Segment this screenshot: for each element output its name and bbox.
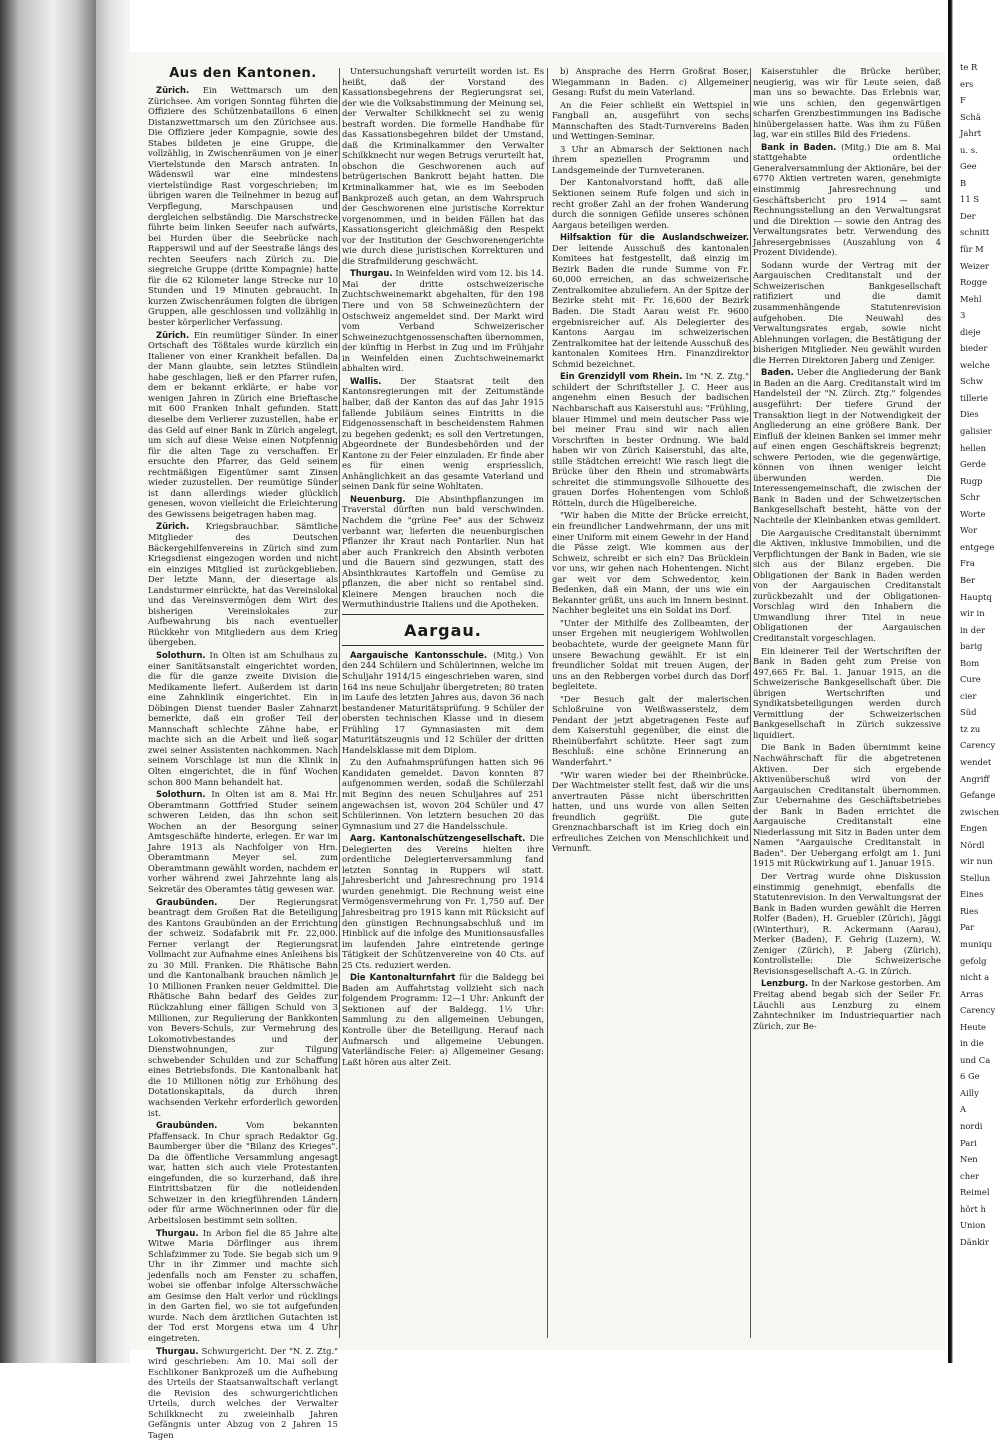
article-paragraph [552, 100, 749, 142]
fragment-line: A [960, 1104, 967, 1115]
fragment-line: wir in [960, 608, 985, 619]
fragment-line: cier [960, 690, 977, 701]
fragment-line: Gee [960, 161, 977, 172]
article-text: In Olten ist am 8. Mai Hr. Oberamtmann Gottfried Studer seinem schweren Leiden, das ihn schon seit Wochen an der Besorgung seiner Amtsgeschäfte hinderte, erlegen. Er war im Jahre 1913 als Nachfolger von Hrn. Oberamtmann Meyer sel. zum Oberamtmann gewählt worden, nachdem er vorher während zwei Jahrzehnte lang als Sekretär des Oberamtes tätig gewesen war. [148, 789, 338, 895]
article-keyword: Aargauische Kantonsschule. [350, 649, 488, 660]
fragment-line: tillerie [960, 392, 988, 403]
book-binding [0, 0, 96, 1363]
fragment-line: 11 S [960, 194, 980, 205]
article-keyword: Solothurn. [156, 789, 206, 800]
fragment-line: cher [960, 1170, 980, 1181]
column-3 [552, 66, 749, 1344]
fragment-line: F [960, 95, 966, 106]
page-gutter-shadow [96, 0, 130, 1363]
fragment-line: Schr [960, 492, 980, 503]
fragment-line: Fra [960, 558, 975, 569]
fragment-line: schnitt [960, 227, 990, 238]
article-paragraph [342, 494, 544, 610]
column-1 [148, 66, 338, 1440]
article-paragraph [552, 66, 749, 98]
fragment-line: Union [960, 1220, 986, 1231]
fragment-line: Carency [960, 1005, 996, 1016]
article-paragraph [552, 770, 749, 854]
article-keyword: Zürich. [156, 329, 190, 340]
article-paragraph [148, 330, 338, 520]
article-text: In Weinfelden wird vom 12. bis 14. Mai der dritte ostschweizerische Zuchtschweinemarkt abgehalten, für den 198 Tiere und von 58 Schweinezüchtern der Ostschweiz angemeldet sind. Der Markt wird vom Verband Schweizerischer Schweinezuchtgenossenschaften übernommen, der künftig in Herbst in Zug und im Frühjahr in Weinfelden einen Zuchtschweinemarkt abhalten wird. [342, 268, 544, 374]
article-text: (Mitg.) Von den 244 Schülern und Schülerinnen, welche im Schuljahr 1914/15 eingeschrieben waren, sind 164 ins neue Schuljahr übergetreten; 80 traten im Laufe des letzten Jahres aus, davon 36 nach bestandener Maturitätsprüfung. 9 Schüler der obersten technischen Klasse und in diesem Frühling 17 Gymnasiasten mit dem Maturitätszeugnis und 12 Schüler der dritten Handelsklasse mit dem Diplom. [342, 649, 544, 755]
article-text: Die Delegierten des Vereins hielten ihre ordentliche Delegiertenversammlung fand letzten Sonntag in Ruppers wil statt. Jahresbericht und Jahresrechnung pro 1914 wurden genehmigt. Die Rechnung weist eine Vermögensvermehrung von Fr. 1,750 auf. Der Jahresbeitrag pro 1915 kann mit Rücksicht auf den günstigen Rechnungsabschluß und im Hinblick auf die infolge des Munitionsausfalles im laufenden Jahre eintretende geringe Tätigkeit der Schützenvereine von 40 Cts. auf 25 Cts. reduziert werden. [342, 833, 544, 970]
article-text: "Wir waren wieder bei der Rheinbrücke. Der Wachtmeister stellt fest, daß wir die uns anvertrauten Pässe nicht überschritten hatten, und uns wurde von allen Seiten freundlich gegrüßt. Die gute Grenznachbarschaft ist im Krieg doch ein erfreuliches Zeichen von Menschlichkeit und Vernunft. [552, 769, 749, 854]
newspaper-page [130, 52, 945, 1440]
fragment-line: u. s. [960, 144, 978, 155]
article-paragraph [342, 972, 544, 1067]
fragment-line: gefolg [960, 955, 987, 966]
fragment-line: Stellun [960, 872, 991, 883]
article-keyword: Baden. [761, 367, 794, 378]
article-paragraph [753, 978, 941, 1031]
fragment-line: welche [960, 359, 990, 370]
column-rule [547, 68, 548, 1338]
article-text: Sodann wurde der Vertrag mit der Aargauischen Creditanstalt und der Schweizerischen Bankgesellschaft ratifiziert und die damit zusammenhängende Statutenrevision aufgehoben. Die Neuwahl des Verwaltungsrates ergab, sowie nicht Ablehnungen vorlagen, die Bestätigung der bisherigen Mitglieder. Neu gewählt wurden die Herren Direktoren Jaberg und Zeniger. [753, 259, 941, 365]
fragment-line: Nen [960, 1154, 978, 1165]
fragment-line: in die [960, 1038, 984, 1049]
fragment-line: nicht a [960, 972, 990, 983]
column-4 [753, 66, 941, 1344]
article-paragraph [753, 142, 941, 258]
article-paragraph [148, 1120, 338, 1225]
fragment-line: Carency [960, 740, 996, 751]
article-text: An die Feier schließt ein Wettspiel in Fangball an, ausgeführt von sechs Mannschaften des Stadt-Turnvereins Baden und Wettingen-Seminar. [552, 99, 749, 142]
article-paragraph [148, 521, 338, 648]
article-paragraph [753, 66, 941, 140]
article-keyword: Lenzburg. [761, 978, 809, 989]
fragment-line: Angriff [960, 773, 990, 784]
article-paragraph [148, 789, 338, 894]
article-paragraph [342, 650, 544, 755]
article-paragraph [148, 1228, 338, 1344]
fragment-line: Jahrt [960, 128, 982, 139]
article-text: Der leitende Ausschuß des kantonalen Komitees hat festgestellt, daß einzig im Bezirk Baden die runde Summe von Fr. 60,000 erreichen, an das schweizerische Zentralkomitee abzuliefern. An der Spitze der Bezirke steht mit Fr. 16,600 der Bezirk Baden. Die Stadt Aarau weist Fr. 9600 ergebnisreicher auf. Als Delegierter des Kantons Aargau im schweizerischen Zentralkomitee hat der leitende Ausschuß des kantonalen Komitees Hrn. Finanzdirektor Schmid bezeichnet. [552, 242, 749, 369]
fragment-line: hellen [960, 442, 987, 453]
article-text: Im "N. Z. Ztg." schildert der Schriftsteller J. C. Heer aus angenehm einen Besuch der badischen Nachbarschaft aus Kaiserstuhl aus: "Frühling, blauer Himmel und mein deutscher Pass wie bei meiner Frau sind wir nach allen Vorschriften in bester Ordnung. Wie bald haben wir von Zürich Kaiserstuhl, das alte, stille Städtchen erreicht! Wie rasch liegt die Brücke über den Rhein und stromabwärts schreitet die stimmungsvolle Silhouette des grauen Dorfes Hohentengen vom Schloß Rötteln, durch die Hügelbereiche. [552, 371, 749, 508]
article-text: Die Aargauische Creditanstalt übernimmt die Aktiven, inklusive Immobilien, und die Verpflichtungen der Bank in Baden, wie sie sich aus der Bilanz ergeben. Die Obligationen der Bank in Baden werden von der Aargauischen Creditanstalt zurückbezahlt und der Obligationen-Vorschlag wird den Inhabern die Umwandlung ihrer Titel in neue Obligationen der Aargauischen Creditanstalt vorgeschlagen. [753, 527, 941, 643]
fragment-line: wendet [960, 756, 992, 767]
article-keyword: Thurgau. [156, 1227, 199, 1238]
article-paragraph [552, 177, 749, 230]
article-paragraph [148, 897, 338, 1118]
article-keyword: Die Kantonalturnfahrt [350, 972, 456, 983]
article-text: "Unter der Mithilfe des Zollbeamten, der unser Ergehen mit neugierigem Wohlwollen beobachtete, wurde der geeignete Mann für unsere Bewachung gewählt. Er ist ein freundlicher Soldat mit treuen Augen, der uns an den Rebbergen vorbei durch das Dorf begleitete. [552, 617, 749, 692]
fragment-line: hört h [960, 1203, 986, 1214]
article-text: Der Vertrag wurde ohne Diskussion einstimmig genehmigt, ebenfalls die Statutenrevision. In den Verwaltungsrat der Bank in Baden wurden gewählt die Herren Rolfer (Baden), H. Gruebler (Zürich), Jäggi (Winterthur), R. Ackermann (Aarau), Merker (Baden), F. Gehrig (Luzern), W. Zeniger (Zürich), P. Jaberg (Zürich), Kontrollstelle: Die Schweizerische Revisionsgesellschaft A.-G. in Zürich. [753, 871, 941, 976]
article-keyword: Wallis. [350, 375, 382, 386]
fragment-line: galisier [960, 426, 992, 437]
fragment-line: Nördl [960, 839, 985, 850]
section-rule [342, 645, 544, 646]
fragment-line: Mehl [960, 293, 982, 304]
fragment-line: bieder [960, 343, 988, 354]
article-paragraph [753, 871, 941, 976]
fragment-line: Bom [960, 657, 980, 668]
fragment-line: und Ca [960, 1054, 991, 1065]
fragment-line: Weizer [960, 260, 989, 271]
fragment-line: Ailly [960, 1087, 979, 1098]
article-keyword: Hilfsaktion für die Auslandschweizer. [560, 232, 749, 243]
article-text: Kriegsbrauchbar. Sämtliche Mitglieder des Deutschen Bäckergehilfenvereins in Zürich sind zum Kriegsdienst eingezogen worden und nicht ein einziges Mitglied ist zurückgeblieben. Der letzte Mann, der diesertage als Landsturmer einrückte, hat das Vereinslokal und das Vereinsvermögen dem Wirt des bisherigen Vereinslokales zur Aufbewahrung bis nach eventueller Rückkehr von Mitgliedern aus dem Krieg übergeben. [148, 521, 338, 648]
article-text: für die Baldegg bei Baden am Auffahrtstag vollzieht sich nach folgendem Programm: 12—1 Uhr: Ankunft der Sektionen auf der Baldegg. 1½ Uhr: Sammlung zu den allgemeinen Uebungen, Kontrolle über die Beteiligung. Herauf nach Aufmarsch und allgemeine Uebungen. Vaterländische Feier: a) Allgemeiner Gesang: Laßt hören aus alter Zeit. [342, 972, 545, 1067]
article-paragraph [552, 144, 749, 176]
fragment-line: Hauptq [960, 591, 992, 602]
article-paragraph [552, 618, 749, 692]
fragment-line: nordi [960, 1121, 983, 1131]
article-paragraph [753, 528, 941, 644]
article-text: Untersuchungshaft verurteilt worden ist. Es heißt, daß der Vorstand des Kassationsbegehrens der Regierungsrat sei, der wie die Volksabstimmung der Meinung sei, der Verwalter Schilkknecht sei zu wenig bestraft worden. Die formelle Handhabe für das Kassationsbegehren bildet der Umstand, daß die Kriminalkammer den Verwalter Schilkknecht nur wegen Betrugs verurteilt hat, obschon die Geschworenen auch auf betrügerischen Bankrott bejaht hatten. Die Kriminalkammer hat, wie es im Seeboden Bankprozeß auch getan, an dem Wahrspruch der Geschworenen eine juristische Korrektur vorgenommen, und in beiden Fällen hat das Kassationsgericht gleichmäßig den Respekt vor der Institution der Geschworenengerichte wie durch diese juristischen Korrekturen und die Strafmilderung geschwächt. [342, 66, 544, 266]
fragment-line: Cure [960, 674, 981, 685]
article-text: Die Absinthpflanzungen im Traverstal dürften nun bald verschwinden. Nachdem die "grüne Fee" aus der Schweiz verbannt war, lieferten die neuenburgischen Pflanzer ihr Kraut nach Pontarlier. Nun hat aber auch Frankreich den Absinth verboten und die Bauern sind gezwungen, statt des Absinthkrautes Kartoffeln und Gemüse zu pflanzen, die aber nicht so rentabel sind. Kleinere Mengen brauchen noch die Wermuthindustrie Italiens und die Apotheken. [342, 493, 544, 610]
page-heading: Aus den Kantonen. [169, 66, 317, 81]
fragment-line: B [960, 177, 967, 188]
article-text: "Der Besuch galt der malerischen Schloßruine von Weißwasserstelz, dem Pendant der jetzt abgetragenen Feste auf dem Kaiserstuhl gegenüber, die einst die Rheinüberfahrt schützte. Heer sagt zum Beschluß: eine schöne Erinnerung an Wanderfahrt." [552, 693, 749, 767]
article-paragraph [552, 232, 749, 369]
fragment-line: entgege [960, 541, 995, 552]
fragment-line: tz zu [960, 723, 981, 734]
article-text: b) Ansprache des Herrn Großrat Boser, Wiegammann in Baden. c) Allgemeiner Gesang: Rufst du mein Vaterland. [552, 66, 749, 98]
column-rule [339, 68, 340, 1338]
fragment-line: ers [960, 78, 974, 89]
fragment-line: Par [960, 922, 975, 933]
fragment-line: Heute [960, 1021, 986, 1032]
section-heading: Aargau. [404, 620, 482, 640]
article-text: In Arbon fiel die 85 Jahre alte Witwe Maria Dörflinger aus ihrem Schlafzimmer zu Tode. Sie begab sich um 9 Uhr in ihr Zimmer und machte sich jedenfalls noch am Fenster zu schaffen, wobei sie offenbar infolge Altersschwäche am Gesimse den Halt verlor und rücklings in den Garten fiel, wo sie tot aufgefunden wurde. Nach dem ärztlichen Gutachten ist der Tod erst Morgens etwa um 4 Uhr eingetreten. [148, 1227, 338, 1343]
article-text: Der Regierungsrat beantragt dem Großen Rat die Beteiligung des Kantons Graubünden an der Errichtung der schweiz. Sodafabrik mit Fr. 22,000. Ferner verlangt der Regierungsrat Vollmacht zur Aufnahme eines Anleihens bis zu 30 Mill. Franken. Die Rhätische Bahn und die Kantonalbank brauchen nämlich je 10 Millionen Franken neuer Geldmittel. Die Rhätische Bahn bedarf des Geldes zur Rückzahlung einer fälligen Schuld von 3 Millionen, zur Regulierung der Bankkonten von Bevers-Schuls, zur Vermehrung des Lokomotivbestandes und der Dienstwohnungen, zur Tilgung schwebender Schulden und zur Schaffung eines Betriebsfonds. Die Kantonalbank hat die 10 Millionen nötig zur Erhöhung des Dotationskapitals, da durch ihren wachsenden Verkehr erforderlich geworden ist. [148, 896, 338, 1118]
article-paragraph [342, 757, 544, 831]
fragment-line: Schw [960, 376, 983, 387]
fragment-line: für M [960, 244, 984, 255]
fragment-line: Dänkir [960, 1236, 989, 1247]
fragment-line: Rogge [960, 277, 988, 288]
fragment-line: te R [960, 62, 978, 72]
article-text: Kaiserstuhler die Brücke herüber, neugierig, was wir für Leute seien, daß man uns so bewachte. Das Erlebnis war, wie uns schien, den gegenwärtigen scharfen Grenzbestimmungen ins Badische hinübergelassen hatte. Was ihm zu Füßen lag, war ein stilles Bild des Friedens. [753, 66, 941, 140]
article-text: Die Bank in Baden übernimmt keine Nachwährschaft für die abgetretenen Aktiven. Der sich ergebende Aktivenüberschuß wird von der Aargauischen Creditanstalt übernommen. Zur Uebernahme des Geschäftsbetriebes der Bank in Baden errichtet die Aargauische Creditanstalt eine Niederlassung mit Sitz in Baden unter dem Namen "Aargauische Creditanstalt in Baden". Der Uebergang erfolgt am 1. Juni 1915 mit Rückwirkung auf 1. Januar 1915. [753, 742, 941, 869]
fragment-line: Gerde [960, 459, 986, 470]
fragment-line: wir nun [960, 856, 993, 867]
article-text: Der Kantonalvorstand hofft, daß alle Sektionen seinem Rufe folgen und sich in recht großer Zahl an der frohen Wanderung durch die sonnigen Gefilde unseres schönen Aargaus beteiligen werden. [552, 177, 749, 230]
column-1-articles [148, 85, 338, 1440]
article-text: Ein reumütiger Sünder. In einer Ortschaft des Tößtales wurde kürzlich ein Italiener von einer Krankheit befallen. Da der Mann glaubte, sein letztes Stündlein habe geschlagen, ließ er den Pfarrer rufen, dem er bekannt erklärte, er habe vor wenigen Jahren in Zürich eine Brieftasche mit 600 Franken Inhalt gefunden. Statt dieselbe dem Verlierer zuzustellen, habe er das Geld auf einer Bank in Zürich angelegt, um sich auf diese Weise einen Notpfennig für die alten Tage zu verschaffen. Er ersuchte den Pfarrer, das Geld seinem rechtmäßigen Eigentümer samt Zinsen wieder zuzustellen. Der reumütige Sünder ist dann allerdings wieder glücklich genesen, wovon vielleicht die Erleichterung des Gewissens beigetragen haben mag. [148, 329, 338, 519]
article-paragraph [753, 742, 941, 869]
article-paragraph [148, 85, 338, 328]
fragment-line: Wor [960, 525, 978, 536]
column-2-articles [342, 66, 544, 1067]
article-paragraph [552, 371, 749, 508]
fragment-line: Schä [960, 111, 981, 122]
article-text: "Wir haben die Mitte der Brücke erreicht, ein freundlicher Landwehrmann, der uns mit einer Uniform mit einem Gewehr in der Hand die Pässe zeigt. Wie kommen aus der Schweiz, schreibt er sich ein? Das Brücklein vor uns, wir gehen nach Hohentengen. Nicht gar weit vor dem Schwedentor, kein Bedenken, daß ein Mann, der uns wie ein Bekannter grüßt, uns auch im Innern besinnt. Nachher begleitet uns ein Soldat ins Dorf. [552, 510, 749, 616]
article-keyword: Aarg. Kantonalschützengesellschaft. [350, 833, 526, 844]
fragment-line: Der [960, 210, 976, 221]
next-page-fragments [960, 0, 1000, 1363]
article-text: Ein Wettmarsch um den Zürichsee. Am vorigen Sonntag führten die Offiziere des Schützenbataillons 6 einen Distanzwettmarsch um den Zürichsee aus. Die Offiziere jeder Kompagnie, sowie des Stabes bildeten je eine Gruppe, die vollzählig, in Zwischenräumen von je einer Viertelstunde den Marsch antraten. In Wädenswil war eine mindestens viertelstündige Rast vorgeschrieben; im übrigen waren die Teilnehmer in bezug auf Verpflegung, Marschpausen und dergleichen selbständig. Die Marschstrecke führte beim linken Seeufer nach aufwärts, bei Hurden über die Seebrücke nach Rapperswil und auf der Seestraße längs des rechten Seeufers nach Zürich zu. Die siegreiche Gruppe (dritte Kompagnie) hatte für die 62 Kilometer lange Strecke nur 10 Stunden und 19 Minuten gebraucht. In kurzen Zwischenräumen folgten die übrigen Gruppen, alle geschlossen und vollzählig in bester körperlicher Verfassung. [148, 85, 338, 328]
article-paragraph [753, 646, 941, 741]
fragment-line: Reimel [960, 1187, 990, 1198]
section-rule [342, 614, 544, 615]
fragment-line: zwischen [960, 806, 999, 817]
article-text: 3 Uhr an Abmarsch der Sektionen nach ihrem speziellen Programm und Landsgemeinde der Turnveteranen. [552, 143, 749, 175]
article-paragraph [148, 1346, 338, 1440]
article-keyword: Graubünden. [156, 1120, 218, 1131]
fragment-line: Dies [960, 409, 979, 420]
article-keyword: Graubünden. [156, 896, 218, 907]
article-paragraph [753, 367, 941, 525]
article-paragraph [753, 260, 941, 365]
fragment-line: Eines [960, 889, 984, 900]
article-text: In Olten ist am Schulhaus zu einer Sanitätsanstalt eingerichtet worden, die für die ganze zweite Division die Medikamente liefert. Außerdem ist darin eine Zahnklinik eingerichtet. Ein in Döbingen Dienst tuender Basler Zahnarzt bemerkte, daß ein großer Teil der Mannschaft schlechte Zähne habe, er machte sich an die Arbeit und ließ sogar zwei seiner Assistenten nachkommen. Nach seinem Vorschlage ist nun die Klinik in Olten eingerichtet, die in fünf Wochen schon 800 Mann behandelt hat. [148, 649, 338, 787]
article-text: (Mitg.) Die am 8. Mai stattgehabte ordentliche Generalversammlung der Aktionäre, bei der 6770 Aktien vertreten waren, genehmigte einstimmig Jahresrechnung und Geschäftsbericht pro 1914 — samt Rechnungsstellung an den Verwaltungsrat und die Direktion — sowie den Antrag des Verwaltungsrates betr. Verwendung des Jahresergebnisses (Auszahlung von 4 Prozent Dividende). [753, 141, 941, 258]
article-keyword: Bank in Baden. [761, 141, 837, 152]
article-paragraph [342, 66, 544, 266]
fragment-line: Gefange [960, 790, 996, 801]
article-keyword: Thurgau. [350, 268, 393, 279]
article-text: Der Staatsrat teilt den Kantonsregierungen mit der Zeitumstände halber, daß der Kanton das auf das Jahr 1915 fallende Jubiläum seines Eintritts in die Eidgenossenschaft in bescheidenstem Rahmen zu begehen gedenkt; es soll den Vertretungen, Abgeordnete der Bundesbehörden und der Kantone zu der Feier einzuladen. Er finde aber es für einen wenig erspriesslich, Anhänglichkeit an das gesamte Vaterland und seinen Dank für seine Wohltaten. [342, 375, 544, 492]
column-4-articles [753, 66, 941, 1031]
article-paragraph [342, 376, 544, 492]
article-keyword: Zürich. [156, 521, 190, 532]
article-paragraph [552, 510, 749, 615]
fragment-line: Ber [960, 574, 976, 585]
article-paragraph [148, 650, 338, 787]
article-text: Ein kleinerer Teil der Wertschriften der Bank in Baden geht zum Preise von 497,665 Fr. Bal. 1. Januar 1915, an die Schweizerische Bankgesellschaft über. Die übrigen Wertschriften und Syndikatsbeteiligungen werden durch Vermittlung der Schweizerischen Bankgesellschaft in Zürich sukzessive liquidiert. [753, 645, 941, 740]
fragment-line: Pari [960, 1137, 977, 1148]
fragment-line: Arras [960, 988, 984, 999]
fragment-line: dieje [960, 326, 981, 337]
article-keyword: Solothurn. [156, 649, 206, 660]
article-text: In der Narkose gestorben. Am Freitag abend begab sich der Seiler Fr. Läuchli aus Lenzburg zu einem Zahntechniker im Industriequartier nach Zürich, zur Be- [753, 978, 941, 1031]
article-paragraph [552, 694, 749, 768]
fragment-line: in der [960, 624, 986, 635]
article-keyword: Thurgau. [156, 1345, 199, 1356]
fragment-line: Süd [960, 707, 977, 718]
fragment-line: muniqu [960, 938, 993, 949]
article-text: Ueber die Angliederung der Bank in Baden an die Aarg. Creditanstalt wird im Handelsteil der "N. Zürch. Ztg." folgendes ausgeführt: Der tiefere Grund der Transaktion liegt in der Notwendigkeit der Angliederung an eine größere Bank. Der Einfluß der kleinen Banken sei immer mehr auf einen engen Geschäftskreis begrenzt; schwere Perioden, wie die gegenwärtige, können von ihnen weniger leicht überwunden werden. Die Interessengemeinschaft, die zwischen der Bank in Baden und der Schweizerischen Bankgesellschaft besteht, hätte von der Nachteile der Kleinbanken etwas gemildert. [753, 367, 941, 525]
article-text: Vom bekannten Pfaffensack. In Chur sprach Redaktor Gg. Baumberger über die "Bilanz des Krieges". Da die öffentliche Versammlung angesagt war, hatten sich auch viele Protestanten eingefunden, die so kurzerhand, daß ihre Eintrittsbatzen für die notleidenden Schweizer in den kriegführenden Ländern oder für arme Wöchnerinnen oder für die Arbeitslosen bestimmt sein sollten. [148, 1120, 338, 1225]
column-rule [750, 68, 751, 1338]
fragment-line: 3 [960, 310, 966, 321]
article-keyword: Zürich. [156, 85, 190, 95]
column-3-articles [552, 66, 749, 854]
fragment-line: Rugp [960, 475, 983, 486]
next-page-edge [948, 0, 1000, 1363]
fragment-line: 6 Ge [960, 1071, 980, 1082]
article-paragraph [342, 833, 544, 970]
article-keyword: Ein Grenzidyll vom Rhein. [560, 371, 683, 382]
article-paragraph [342, 268, 544, 373]
article-text: Schwurgericht. Der "N. Z. Ztg." wird geschrieben: Am 10. Mai soll der Eschlikoner Bankprozeß um die Aufhebung des Urteils der Staatsanwaltschaft verlangt die Revision des schwurgerichtlichen Urteils, durch welches der Verwalter Schilkknecht zu zweieinhalb Jahren Gefängnis unter Abzug von 2 Jahren 15 Tagen [148, 1345, 338, 1440]
column-2 [342, 66, 544, 1344]
article-keyword: Neuenburg. [350, 493, 406, 504]
article-text: Zu den Aufnahmsprüfungen hatten sich 96 Kandidaten gemeldet. Davon konnten 87 aufgenommen werden, sodaß die Schülerzahl mit Beginn des neuen Schuljahres auf 251 angewachsen ist, wovon 204 Schüler und 47 Schülerinnen. Von letztern besuchen 20 das Gymnasium und 27 die Handelsschule. [342, 757, 544, 831]
fragment-line: Worte [960, 508, 986, 519]
fragment-line: barig [960, 641, 983, 652]
fragment-line: Engen [960, 823, 988, 834]
fragment-line: Ries [960, 905, 979, 916]
